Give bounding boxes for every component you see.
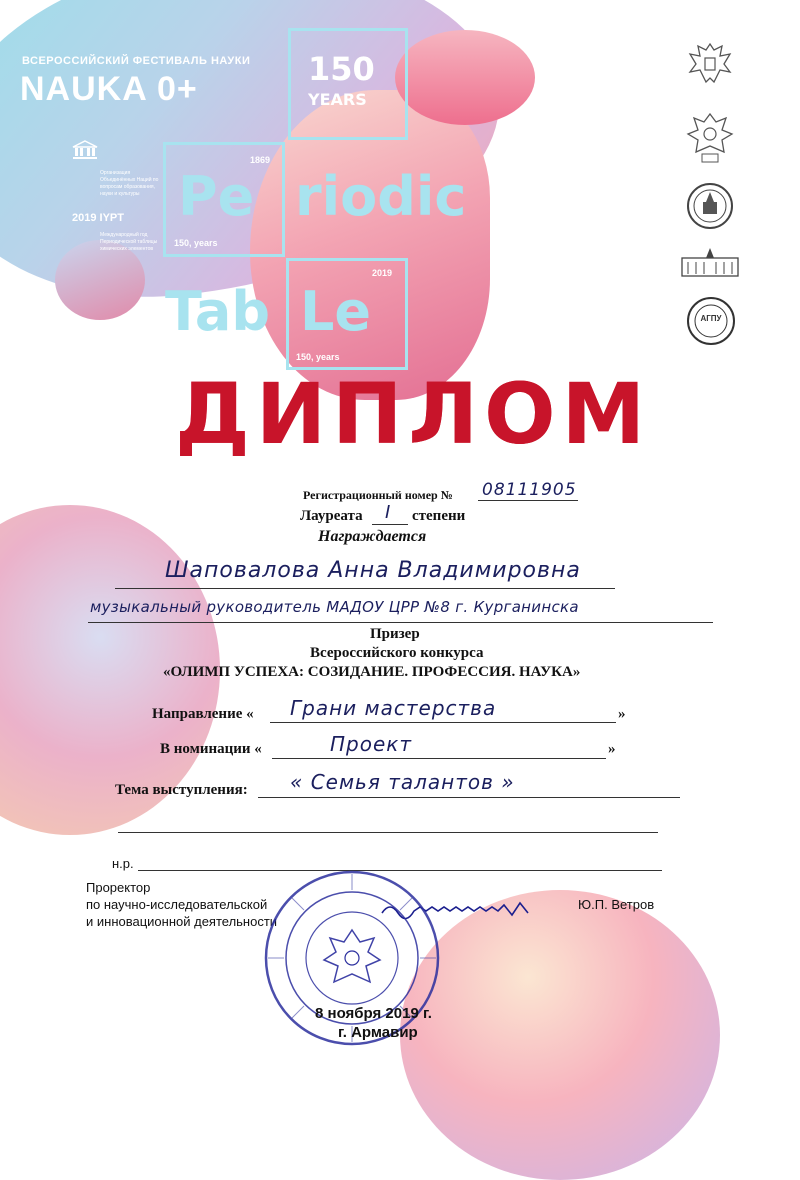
building-icon (680, 246, 740, 278)
reg-line (478, 500, 578, 501)
bg-blob-topright (395, 30, 535, 125)
direction-label: Направление « (152, 706, 254, 722)
periodic-pe: Pe (178, 165, 255, 228)
laureate-post: степени (412, 508, 466, 524)
iypt-label: 2019 IYPT (72, 212, 124, 224)
contest-label: Всероссийского конкурса (310, 645, 484, 661)
reg-label: Регистрационный номер № (303, 488, 453, 502)
direction-line (270, 722, 616, 723)
issue-date: 8 ноября 2019 г. (315, 1005, 432, 1022)
topic-label: Тема выступления: (115, 782, 248, 798)
box-year-2019: 2019 (372, 268, 393, 278)
box-word-1: 150, years (174, 238, 218, 248)
years-word: YEARS (308, 90, 367, 109)
awardee-name: Шаповалова Анна Владимировна (165, 558, 581, 583)
direction-value: Грани мастерства (290, 696, 497, 720)
topic-value: « Семья талантов » (290, 770, 515, 794)
agpu-text: АГПУ (700, 314, 722, 323)
iypt-text: Международный год Периодической таблицы химических элементов (100, 232, 158, 252)
awardee-position: музыкальный руководитель МАДОУ ЦРР №8 г. Курганинска (90, 598, 579, 616)
topic-line (258, 797, 680, 798)
prize-label: Призер (370, 626, 420, 642)
contest-name: «ОЛИМП УСПЕХА: СОЗИДАНИЕ. ПРОФЕССИЯ. НАУКА» (163, 664, 581, 680)
nomination-value: Проект (330, 732, 413, 756)
bg-blob-bottom (400, 890, 720, 1180)
periodic-riodic: riodic (295, 165, 467, 228)
position-line (88, 622, 713, 623)
reg-number: 08111905 (482, 480, 577, 500)
issue-city: г. Армавир (338, 1024, 418, 1041)
agpu-seal-icon (686, 296, 736, 346)
ministry-emblem-icon (684, 108, 736, 166)
nomination-label: В номинации « (160, 741, 262, 757)
unesco-icon (72, 140, 98, 160)
awarded-label: Награждается (318, 528, 427, 545)
name-line (115, 588, 615, 589)
direction-close: » (618, 706, 626, 722)
supervisor-label: н.р. (112, 856, 134, 871)
years-number: 150 (308, 50, 375, 88)
box-year-1869: 1869 (250, 155, 271, 165)
signer-role-2: по научно-исследовательской (86, 897, 268, 912)
unesco-text: Организация Объединённых Наций по вопросам образования, науки и культуры (100, 170, 159, 197)
signer-role-1: Проректор (86, 880, 151, 895)
table-tab: Tab (165, 280, 270, 343)
table-le: Le (300, 280, 372, 343)
laureate-pre: Лауреата (300, 508, 363, 524)
nomination-close: » (608, 741, 616, 757)
festival-label: ВСЕРОССИЙСКИЙ ФЕСТИВАЛЬ НАУКИ (22, 55, 251, 67)
nauka-logo: NAUKA 0+ (20, 70, 198, 108)
signer-name: Ю.П. Ветров (578, 897, 655, 912)
signer-role-3: и инновационной деятельности (86, 914, 278, 929)
coat-of-arms-icon (684, 38, 736, 90)
university-seal-icon (686, 182, 734, 230)
blank-line (118, 832, 658, 833)
degree-line (372, 524, 408, 525)
box-word-2: 150, years (296, 352, 340, 362)
nomination-line (272, 758, 606, 759)
diploma-title: ДИПЛОМ (175, 365, 652, 463)
laureate-degree: I (385, 502, 392, 523)
